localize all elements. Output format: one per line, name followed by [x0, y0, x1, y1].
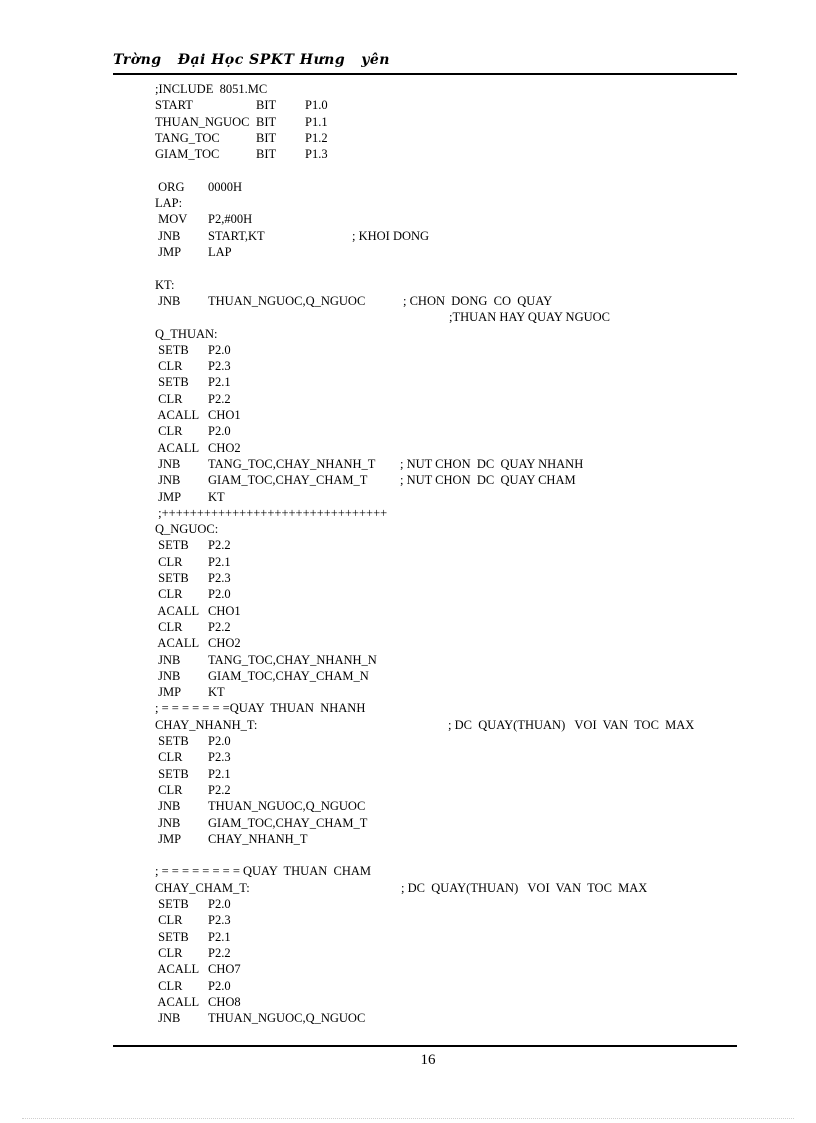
code-operand: P2.3: [208, 750, 231, 765]
code-operand: CHO7: [208, 962, 241, 977]
code-line: [0, 570, 816, 586]
code-text: CLR: [155, 782, 183, 797]
page-header: [113, 52, 737, 72]
code-comment: ;THUAN HAY QUAY NGUOC: [449, 310, 611, 325]
code-directive: BIT: [256, 114, 277, 129]
code-operand: P2.2: [208, 538, 231, 553]
code-line: [0, 896, 816, 912]
code-line: [0, 211, 816, 227]
code-text: SETB: [155, 571, 189, 585]
code-operand: P2.0: [208, 978, 231, 993]
code-text: JNB: [155, 293, 181, 308]
code-text: ;INCLUDE 8051.MC: [155, 82, 268, 96]
code-line: [0, 456, 816, 472]
code-line: [0, 554, 816, 570]
code-text: START: [155, 98, 193, 113]
code-operand: P2.1: [208, 929, 231, 944]
code-text: CLR: [155, 554, 183, 569]
code-line: [0, 195, 816, 211]
code-line: [0, 537, 816, 553]
code-line: [0, 260, 816, 276]
code-line: [0, 798, 816, 814]
header-rule: [113, 73, 737, 75]
code-port: P1.2: [305, 130, 328, 145]
code-line: [0, 244, 816, 260]
code-operand: GIAM_TOC,CHAY_CHAM_T: [208, 815, 368, 830]
code-comment: ; DC QUAY(THUAN) VOI VAN TOC MAX: [401, 880, 648, 895]
code-operand: TANG_TOC,CHAY_NHANH_N: [208, 652, 377, 667]
code-text: JMP: [155, 831, 182, 846]
code-text: LAP:: [155, 196, 183, 211]
code-text: CHAY_CHAM_T:: [155, 880, 250, 895]
code-line: [0, 863, 816, 879]
header-title: Trờng Đại Học SPKT Hưng yên: [113, 52, 390, 68]
code-line: [0, 472, 816, 488]
code-text: Q_THUAN:: [155, 326, 218, 341]
code-text: JNB: [155, 456, 181, 471]
code-line: [0, 179, 816, 195]
code-line: [0, 391, 816, 407]
code-operand: P2.3: [208, 913, 231, 928]
code-operand: P2.2: [208, 782, 231, 797]
code-line: [0, 163, 816, 179]
code-text: CLR: [155, 978, 183, 993]
code-text: JNB: [155, 799, 181, 814]
code-operand: KT: [208, 685, 225, 700]
code-text: SETB: [155, 375, 189, 390]
code-text: CLR: [155, 945, 183, 960]
code-text: CLR: [155, 750, 183, 765]
code-line: [0, 342, 816, 358]
code-text: JNB: [155, 815, 181, 830]
code-text: SETB: [155, 929, 189, 944]
code-text: CLR: [155, 424, 183, 439]
code-operand: P2,#00H: [208, 212, 253, 227]
code-text: JNB: [155, 473, 181, 488]
code-operand: TANG_TOC,CHAY_NHANH_T: [208, 456, 376, 471]
code-line: [0, 912, 816, 928]
code-line: [0, 586, 816, 602]
code-operand: P2.1: [208, 766, 231, 781]
code-text: SETB: [155, 342, 189, 357]
code-operand: GIAM_TOC,CHAY_CHAM_N: [208, 668, 369, 683]
code-line: [0, 684, 816, 700]
code-operand: THUAN_NGUOC,Q_NGUOC: [208, 1011, 366, 1026]
code-line: [0, 81, 816, 97]
code-operand: P2.2: [208, 391, 231, 406]
code-comment: ; DC QUAY(THUAN) VOI VAN TOC MAX: [448, 717, 695, 732]
code-line: [0, 146, 816, 162]
code-operand: KT: [208, 489, 225, 504]
code-operand: P2.0: [208, 734, 231, 748]
code-operand: P2.0: [208, 424, 231, 439]
code-comment: ; NUT CHON DC QUAY CHAM: [400, 473, 576, 488]
page-number: 16: [420, 1052, 436, 1068]
code-operand: CHO8: [208, 994, 241, 1009]
code-line: [0, 440, 816, 456]
code-text: ACALL: [155, 994, 200, 1009]
code-line: [0, 831, 816, 847]
code-operand: THUAN_NGUOC,Q_NGUOC: [208, 799, 366, 814]
code-operand: P2.1: [208, 375, 231, 390]
code-text: SETB: [155, 766, 189, 781]
code-operand: CHO1: [208, 408, 241, 422]
page-bottom-border: [22, 1118, 794, 1119]
code-text: CLR: [155, 913, 183, 928]
code-line: [0, 130, 816, 146]
code-text: THUAN_NGUOC: [155, 114, 250, 129]
code-operand: 0000H: [208, 179, 243, 194]
code-text: SETB: [155, 734, 189, 748]
code-line: [0, 782, 816, 798]
code-line: [0, 929, 816, 945]
code-text: SETB: [155, 897, 189, 911]
code-line: [0, 603, 816, 619]
code-operand: CHAY_NHANH_T: [208, 831, 308, 846]
code-text: CLR: [155, 587, 183, 602]
code-text: ACALL: [155, 603, 200, 618]
code-line: [0, 652, 816, 668]
code-port: P1.1: [305, 114, 328, 129]
code-comment: ; CHON DONG CO QUAY: [403, 293, 553, 308]
code-text: JMP: [155, 245, 182, 259]
code-text: ;++++++++++++++++++++++++++++++++: [155, 505, 388, 520]
code-line: [0, 277, 816, 293]
code-line: [0, 766, 816, 782]
code-line: [0, 945, 816, 961]
code-text: JNB: [155, 668, 181, 683]
code-text: ; = = = = = = = = QUAY THUAN CHAM: [155, 864, 372, 879]
code-line: [0, 1010, 816, 1026]
code-operand: GIAM_TOC,CHAY_CHAM_T: [208, 473, 368, 488]
code-text: JMP: [155, 685, 182, 700]
code-text: Q_NGUOC:: [155, 522, 219, 537]
code-operand: CHO2: [208, 636, 241, 651]
code-text: ; = = = = = = =QUAY THUAN NHANH: [155, 701, 366, 716]
code-text: ACALL: [155, 440, 200, 455]
code-text: ORG: [155, 179, 185, 194]
code-text: CLR: [155, 359, 183, 374]
code-text: MOV: [155, 212, 188, 227]
code-operand: P2.2: [208, 945, 231, 960]
code-line: [0, 619, 816, 635]
code-text: SETB: [155, 538, 189, 553]
code-line: [0, 521, 816, 537]
code-directive: BIT: [256, 98, 277, 113]
code-text: CLR: [155, 619, 183, 634]
code-line: [0, 114, 816, 130]
code-port: P1.3: [305, 147, 328, 162]
code-line: [0, 635, 816, 651]
code-line: [0, 228, 816, 244]
code-operand: CHO2: [208, 440, 241, 455]
code-line: [0, 994, 816, 1010]
code-line: [0, 374, 816, 390]
code-text: CHAY_NHANH_T:: [155, 717, 258, 732]
code-line: [0, 847, 816, 863]
code-line: [0, 423, 816, 439]
code-text: KT:: [155, 277, 175, 292]
code-operand: P2.2: [208, 619, 231, 634]
code-line: [0, 97, 816, 113]
code-port: P1.0: [305, 98, 328, 113]
code-line: [0, 309, 816, 325]
code-line: [0, 358, 816, 374]
code-operand: P2.3: [208, 359, 231, 374]
code-comment: ; KHOI DONG: [352, 228, 430, 243]
code-operand: LAP: [208, 245, 232, 259]
code-directive: BIT: [256, 147, 277, 162]
code-text: GIAM_TOC: [155, 147, 220, 162]
code-text: JNB: [155, 652, 181, 667]
code-line: [0, 668, 816, 684]
code-text: ACALL: [155, 636, 200, 651]
code-operand: P2.3: [208, 571, 231, 585]
code-line: [0, 733, 816, 749]
code-text: ACALL: [155, 408, 200, 422]
code-directive: BIT: [256, 130, 277, 145]
code-operand: P2.0: [208, 587, 231, 602]
code-line: [0, 717, 816, 733]
code-text: ACALL: [155, 962, 200, 977]
code-line: [0, 880, 816, 896]
code-text: JNB: [155, 1011, 181, 1026]
code-line: [0, 978, 816, 994]
code-text: CLR: [155, 391, 183, 406]
code-line: [0, 815, 816, 831]
footer-rule: [113, 1045, 737, 1047]
code-line: [0, 961, 816, 977]
code-operand: CHO1: [208, 603, 241, 618]
code-text: JMP: [155, 489, 182, 504]
code-line: [0, 407, 816, 423]
code-comment: ; NUT CHON DC QUAY NHANH: [400, 456, 584, 471]
code-line: [0, 700, 816, 716]
code-text: TANG_TOC: [155, 130, 220, 145]
code-text: JNB: [155, 228, 181, 243]
code-line: [0, 293, 816, 309]
code-operand: P2.0: [208, 342, 231, 357]
code-line: [0, 326, 816, 342]
code-line: [0, 505, 816, 521]
code-operand: START,KT: [208, 228, 265, 243]
code-operand: P2.1: [208, 554, 231, 569]
code-line: [0, 749, 816, 765]
code-operand: THUAN_NGUOC,Q_NGUOC: [208, 293, 366, 308]
code-operand: P2.0: [208, 897, 231, 911]
code-line: [0, 489, 816, 505]
